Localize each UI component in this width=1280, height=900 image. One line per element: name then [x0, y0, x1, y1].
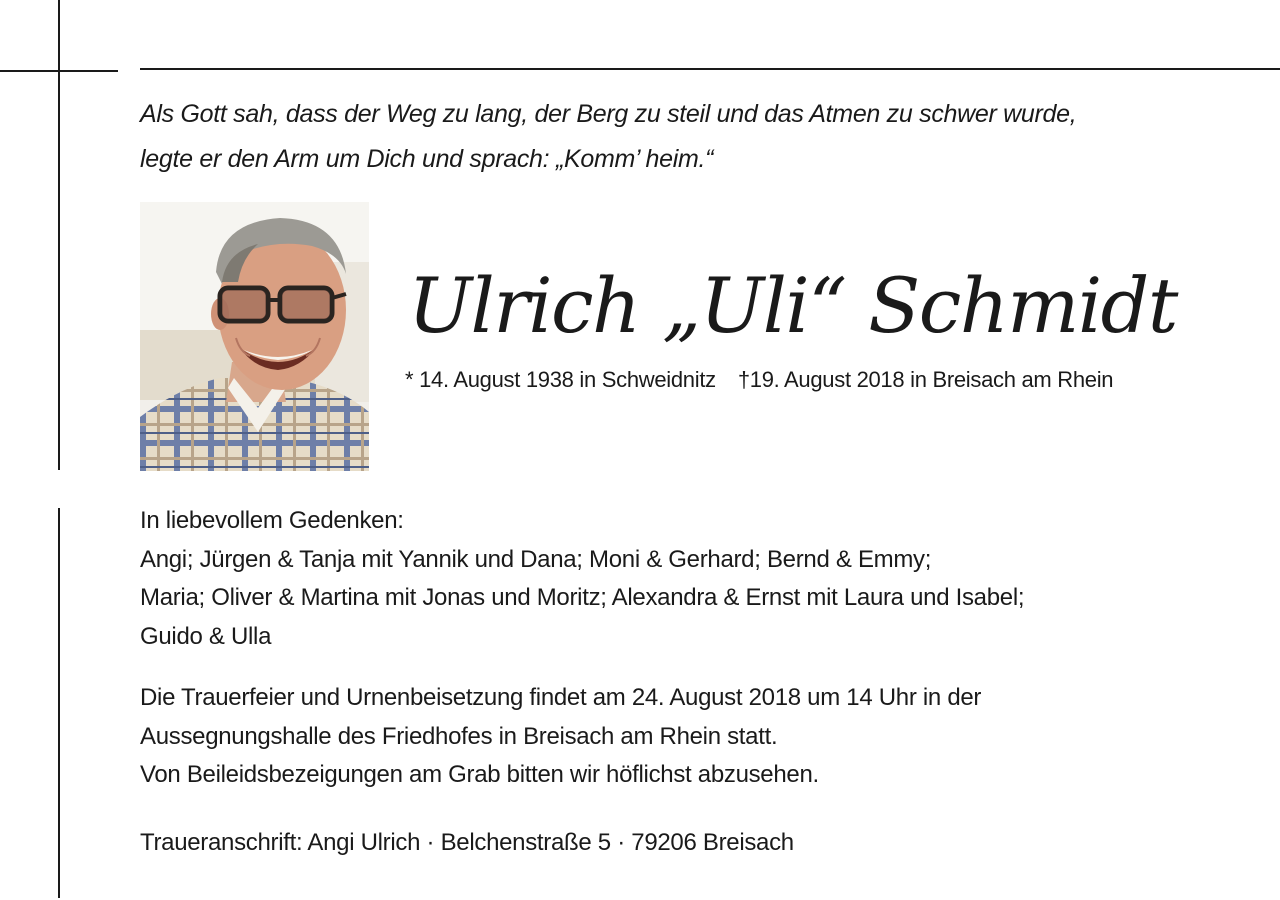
top-border-rule	[140, 68, 1280, 70]
address-line: Traueranschrift: Angi Ulrich · Belchenstraße 5 · 79206 Breisach	[140, 829, 794, 856]
birth-date: * 14. August 1938 in Schweidnitz	[405, 367, 716, 392]
funeral-service-info	[140, 679, 1260, 795]
service-line: Die Trauerfeier und Urnenbeisetzung findet am 24. August 2018 um 14 Uhr in der	[140, 684, 982, 711]
left-border-rule	[58, 508, 60, 898]
mourners-line: Maria; Oliver & Martina mit Jonas und Moritz; Alexandra & Ernst mit Laura und Isabel;	[140, 584, 1025, 611]
quote-line-2: legte er den Arm um Dich und sprach: „Komm’ heim.“	[140, 145, 714, 173]
mourners-line: Guido & Ulla	[140, 622, 272, 650]
service-line: Aussegnungshalle des Friedhofes in Breisach am Rhein statt.	[140, 722, 778, 750]
deceased-name: Ulrich „Uli“ Schmidt	[408, 261, 1177, 350]
cross-horizontal-bar	[0, 70, 118, 72]
service-line: Von Beileidsbezeigungen am Grab bitten wir höflichst abzusehen.	[140, 761, 819, 788]
memorial-quote	[140, 92, 1260, 182]
mourning-address	[140, 824, 1260, 863]
quote-line-1: Als Gott sah, dass der Weg zu lang, der Berg zu steil und das Atmen zu schwer wurde,	[140, 100, 1077, 128]
mourners-section	[140, 502, 1260, 656]
death-date: †19. August 2018 in Breisach am Rhein	[737, 367, 1114, 392]
life-dates	[405, 364, 1113, 396]
portrait-photo	[140, 202, 369, 471]
mourners-line: Angi; Jürgen & Tanja mit Yannik und Dana; Moni & Gerhard; Bernd & Emmy;	[140, 545, 932, 573]
mourners-heading: In liebevollem Gedenken:	[140, 507, 404, 534]
